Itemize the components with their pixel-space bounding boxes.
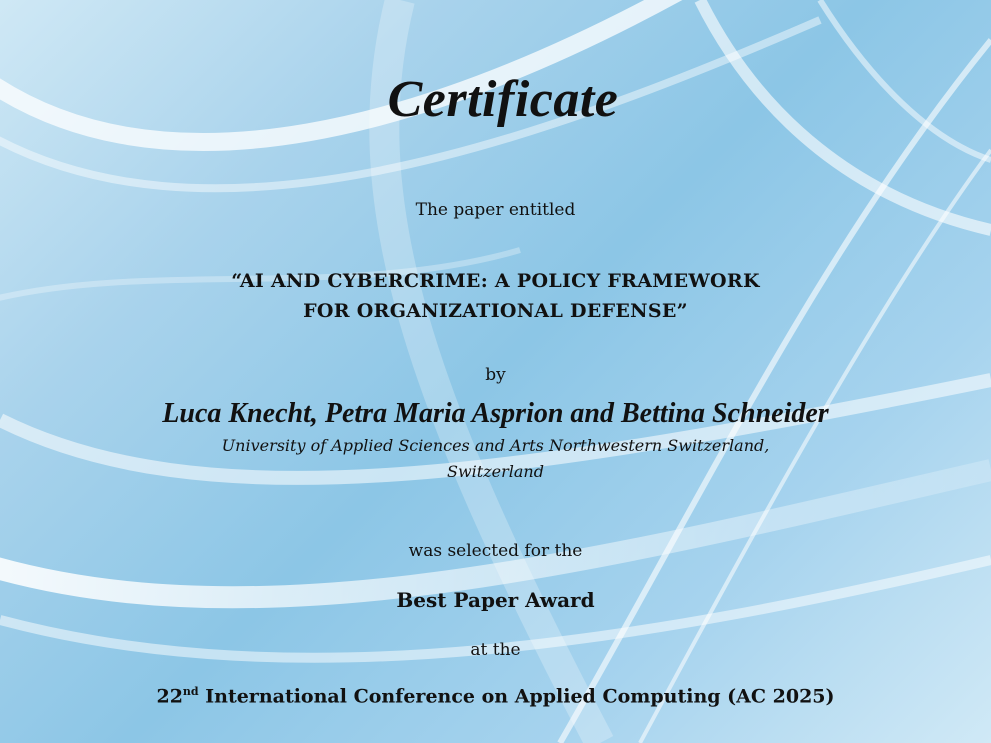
affiliation-line2: Switzerland [447,462,544,481]
conference-number: 22 [156,685,183,708]
by-text: by [485,365,506,385]
affiliation [0,433,991,485]
certificate-title: Certificate [387,71,619,128]
authors: Luca Knecht, Petra Maria Asprion and Bettina Schneider [162,398,829,429]
paper-title [0,266,991,326]
selected-text: was selected for the [408,541,583,561]
intro-text: The paper entitled [415,200,576,220]
paper-title-line1: “AI AND CYBERCRIME: A POLICY FRAMEWORK [231,270,760,292]
paper-title-line2: FOR ORGANIZATIONAL DEFENSE” [303,300,688,322]
conference-name [0,685,991,707]
conference-ordinal: nd [182,685,199,698]
conference-title: International Conference on Applied Computing (AC 2025) [198,685,835,708]
award-name: Best Paper Award [396,588,595,612]
affiliation-line1: University of Applied Sciences and Arts Northwestern Switzerland, [221,436,770,455]
at-text: at the [470,640,521,660]
